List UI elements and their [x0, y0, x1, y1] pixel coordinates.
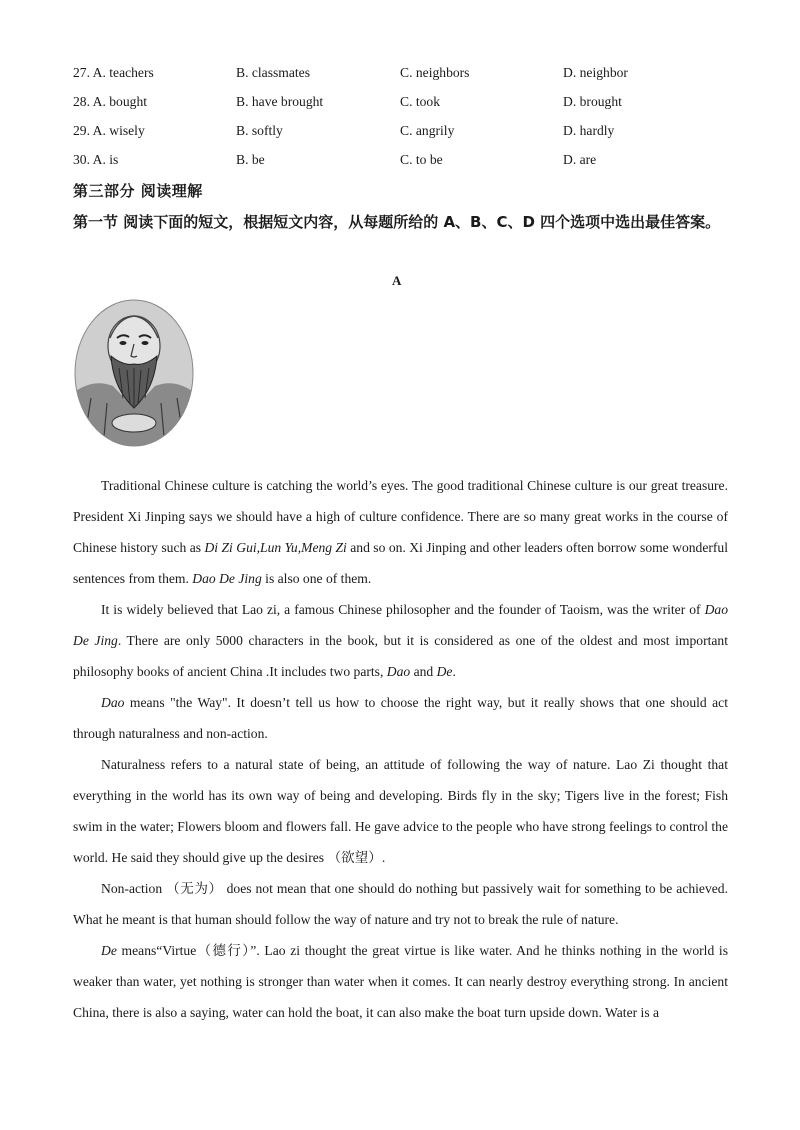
italic-title: Dao De Jing — [73, 602, 728, 648]
option-b: B. have brought — [236, 94, 324, 109]
option-d: D. neighbor — [563, 65, 628, 80]
paragraph-6: De means“Virtue（德行）”. Lao zi thought the great virtue is like water. And he thinks nothing in the world is weaker than water, yet nothing is stronger than water when it comes. It can nearly destroy everything strong. In ancient China, there is also a saying, water can hold the boat, it can also make the boat turn upside down. Water is a — [73, 943, 728, 1020]
reading-passage — [73, 470, 728, 1028]
italic-term: Dao — [101, 695, 125, 710]
option-b: B. classmates — [236, 65, 310, 80]
option-b: B. softly — [236, 123, 283, 138]
section-instruction: 第一节 阅读下面的短文，根据短文内容，从每题所给的 A、B、C、D 四个选项中选出最佳答案。 — [73, 213, 721, 231]
paragraph-2: It is widely believed that Lao zi, a famous Chinese philosopher and the founder of Taoism, was the writer of Dao De Jing. There are only 5000 characters in the book, but it is considered as one of the oldest and most important philosophy books of ancient China .It includes two parts, Dao and De. — [73, 602, 728, 679]
italic-works: Di Zi Gui,Lun Yu,Meng Zi — [204, 540, 347, 555]
option-c: C. took — [400, 94, 441, 109]
section-title: 第三部分 阅读理解 — [73, 182, 203, 200]
option-d: D. brought — [563, 94, 622, 109]
option-row-29 — [73, 118, 733, 147]
option-row-30 — [73, 147, 733, 176]
option-c: C. angrily — [400, 123, 455, 138]
italic-title: Dao De Jing — [192, 571, 262, 586]
option-d: D. hardly — [563, 123, 615, 138]
answer-options — [73, 60, 733, 176]
option-a: 28. A. bought — [73, 94, 148, 109]
option-d: D. are — [563, 152, 597, 167]
italic-term: De — [436, 664, 453, 679]
option-a: 30. A. is — [73, 152, 119, 167]
paragraph-1: Traditional Chinese culture is catching the world’s eyes. The good traditional Chinese culture is our great treasure. President Xi Jinping says we should have a high of culture confidence. There are so many great works in the course of Chinese history such as Di Zi Gui,Lun Yu,Meng Zi and so on. Xi Jinping and other leaders often borrow some wonderful sentences from them. Dao De Jing is also one of them. — [73, 478, 729, 586]
option-row-28 — [73, 89, 733, 118]
option-a: 27. A. teachers — [73, 65, 154, 80]
paragraph-4: Naturalness refers to a natural state of being, an attitude of following the way of nature. Lao Zi thought that everything in the world has its own way of being and developing. Birds fly in the sky; Tigers live in the forest; Fish swim in the water; Flowers bloom and flowers fall. He gave advice to the people who have strong feelings to control the world. He said they should give up the desires （欲望）. — [73, 757, 728, 865]
option-row-27 — [73, 60, 733, 89]
lao-zi-portrait — [73, 298, 195, 448]
paragraph-3: Dao means "the Way". It doesn’t tell us how to choose the right way, but it really shows that one should act through naturalness and non-action. — [73, 695, 728, 741]
italic-term: De — [101, 943, 117, 958]
passage-label: A — [392, 273, 402, 288]
option-b: B. be — [236, 152, 265, 167]
option-c: C. to be — [400, 152, 443, 167]
option-a: 29. A. wisely — [73, 123, 145, 138]
italic-term: Dao — [386, 664, 411, 679]
paragraph-5: Non-action （无为） does not mean that one should do nothing but passively wait for something to be achieved. What he meant is that human should follow the way of nature and try not to break the rule of nature. — [73, 881, 728, 927]
option-c: C. neighbors — [400, 65, 470, 80]
